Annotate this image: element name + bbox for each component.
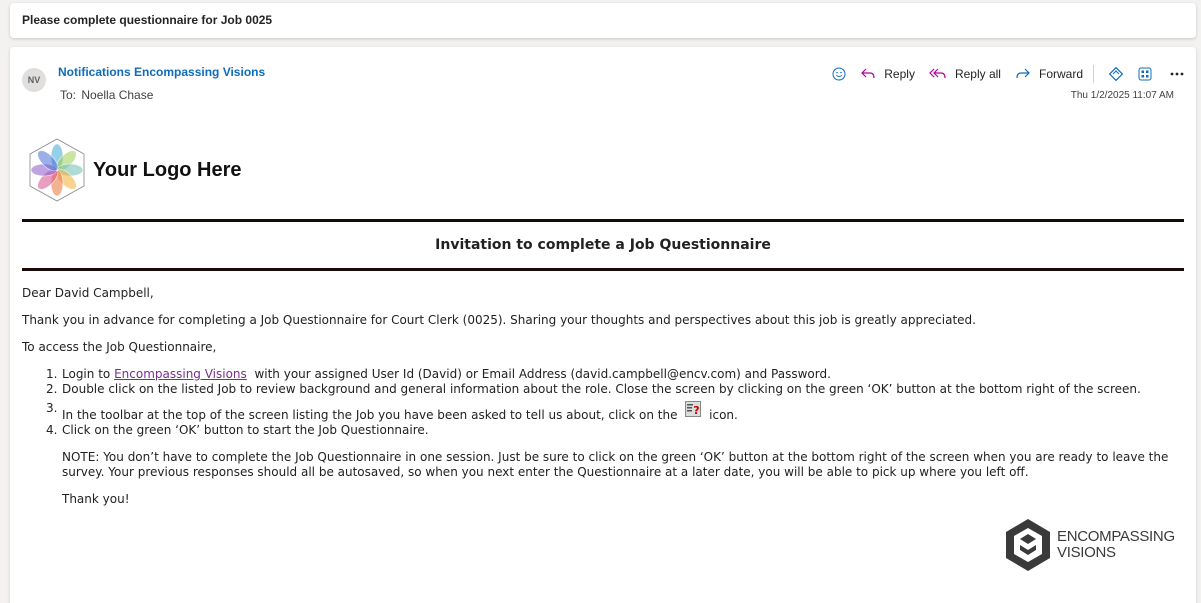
sender-name[interactable]: Notifications Encompassing Visions: [58, 65, 266, 79]
ev-logo-line-2: VISIONS: [1057, 544, 1116, 561]
step-1-suffix: with your assigned User Id (David) or Email Address (david.campbell@encv.com) and Password.: [254, 367, 831, 381]
step-number: 3.: [46, 401, 58, 415]
step-3-prefix: In the toolbar at the top of the screen listing the Job you have been asked to tell us about, click on the: [62, 408, 678, 422]
reply-all-icon: [929, 67, 947, 81]
message-actions-toolbar: [818, 63, 1184, 85]
reply-all-label: Reply all: [954, 67, 1001, 81]
reply-button[interactable]: [860, 67, 915, 81]
access-line: To access the Job Questionnaire,: [22, 340, 217, 354]
title-bottom-divider: [22, 268, 1184, 271]
immersive-reader-button[interactable]: [1108, 66, 1124, 82]
more-actions-button[interactable]: [1170, 72, 1184, 76]
diamond-app-icon: [1108, 66, 1124, 82]
thank-you-text: Thank you!: [62, 492, 130, 506]
greeting: Dear David Campbell,: [22, 286, 154, 300]
email-subject: Please complete questionnaire for Job 0025: [10, 3, 1196, 38]
toolbar-divider: [1093, 65, 1094, 83]
title-top-divider: [22, 219, 1184, 222]
step-3-suffix: icon.: [709, 408, 738, 422]
recipient-line: [58, 88, 153, 102]
list-item: [46, 382, 1141, 396]
email-reading-pane: [10, 47, 1196, 603]
step-2-text: Double click on the listed Job to review background and general information about the role. Close the screen by clicking on the green ‘OK’ button at the bottom right of the screen.: [62, 382, 1141, 396]
sender-avatar[interactable]: NV: [22, 68, 46, 92]
note-paragraph: NOTE: You don’t have to complete the Job Questionnaire in one session. Just be sure to click on the green ‘OK’ button at the bottom right of the screen when you are ready to leave the survey. Your previous responses should all be autosaved, so when you next enter the Questionnaire at a later date, you will be able to pick up where you left off.: [62, 450, 1169, 479]
ev-logo-line-1: ENCOMPASSING: [1057, 528, 1175, 545]
step-1-prefix: Login to: [62, 367, 111, 381]
forward-button[interactable]: [1015, 67, 1083, 81]
ellipsis-icon: [1170, 72, 1184, 76]
svg-text:?: ?: [693, 404, 701, 417]
email-heading: Invitation to complete a Job Questionnaire: [435, 237, 771, 253]
reply-all-button[interactable]: [929, 67, 1001, 81]
encompassing-visions-logo: [1005, 518, 1175, 572]
recipient-name[interactable]: Noella Chase: [81, 88, 154, 102]
list-item: [46, 401, 738, 422]
intro-paragraph: Thank you in advance for completing a Job Questionnaire for Court Clerk (0025). Sharing your thoughts and perspectives about this job is greatly appreciated.: [22, 313, 976, 327]
reply-label: Reply: [884, 67, 915, 81]
list-item: [46, 423, 429, 437]
step-number: 2.: [46, 382, 58, 396]
step-number: 4.: [46, 423, 58, 437]
to-label: To:: [60, 88, 77, 102]
logo-placeholder-text: Your Logo Here: [93, 158, 242, 181]
emoji-react-button[interactable]: [832, 67, 846, 81]
reply-icon: [860, 67, 876, 81]
step-4-text: Click on the green ‘OK’ button to start the Job Questionnaire.: [62, 423, 429, 437]
flower-logo-icon: [27, 137, 87, 203]
questionnaire-icon: [685, 401, 701, 417]
company-logo: [27, 137, 242, 203]
forward-icon: [1015, 67, 1031, 81]
list-item: [46, 367, 831, 381]
step-number: 1.: [46, 367, 58, 381]
apps-button[interactable]: [1138, 67, 1152, 81]
encompassing-visions-link[interactable]: Encompassing Visions: [114, 367, 247, 381]
apps-grid-icon: [1138, 67, 1152, 81]
ev-hexagon-icon: [1005, 518, 1051, 572]
forward-label: Forward: [1038, 67, 1083, 81]
received-date: Thu 1/2/2025 11:07 AM: [1070, 90, 1174, 101]
emoji-icon: [832, 67, 846, 81]
